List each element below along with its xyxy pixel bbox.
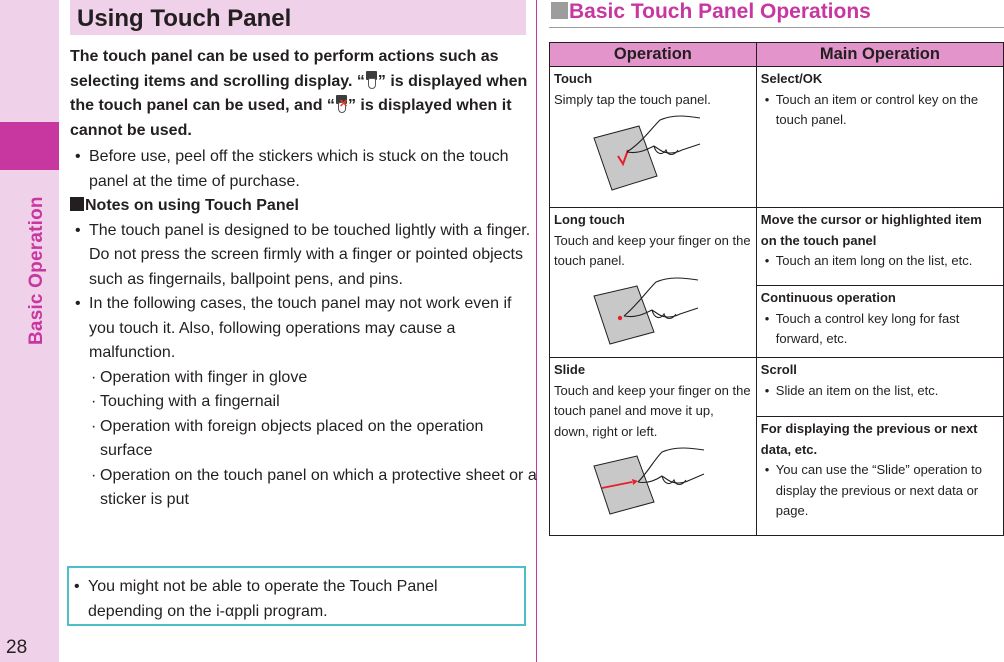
bullet-peel-stickers: • Before use, peel off the stickers which is stuck on the touch panel at the time of purchase. xyxy=(70,145,540,194)
touch-panel-disabled-icon: ✕ xyxy=(335,95,348,114)
page-title: Using Touch Panel xyxy=(77,5,292,32)
operation-description: Simply tap the touch panel. xyxy=(554,91,711,107)
section-rule xyxy=(549,27,1004,28)
intro-text-3: ” is displayed when it cannot be used. xyxy=(70,97,512,139)
main-operation-bullet: • Touch an item long on the list, etc. xyxy=(761,251,999,272)
note-iappli: • You might not be able to operate the Touch Panel depending on the i-αppli program. xyxy=(69,574,514,624)
main-operation-title: Continuous operation xyxy=(760,290,896,305)
main-operation-bullet: • Slide an item on the list, etc. xyxy=(761,381,999,402)
main-operation-bullet: • Touch a control key long for fast forward, etc. xyxy=(761,309,999,350)
main-operation-title: Move the cursor or highlighted item on the touch panel xyxy=(760,212,982,248)
bullet-touch-lightly: • The touch panel is designed to be touched lightly with a finger. Do not press the screen firmly with a finger or pointed objects such as fingernails, ballpoint pens, and pins. xyxy=(70,219,540,293)
main-operation-cell xyxy=(756,286,1003,358)
main-operation-bullet: • You can use the “Slide” operation to display the previous or next data or page. xyxy=(761,460,999,522)
operations-table xyxy=(549,42,1004,536)
section-heading-text: Basic Touch Panel Operations xyxy=(569,0,871,23)
table-header-row xyxy=(550,43,1004,67)
table-row xyxy=(550,67,1004,208)
intro-text-1: The touch panel can be used to perform actions such as selecting items and scrolling display. “ xyxy=(70,48,499,90)
operation-cell xyxy=(550,208,757,358)
operation-description: Touch and keep your finger on the touch panel and move it up, down, right or left. xyxy=(554,382,751,439)
chapter-tab-marker xyxy=(0,122,59,170)
main-operation-title: Select/OK xyxy=(760,71,823,86)
operation-cell xyxy=(550,67,757,208)
table-row xyxy=(550,208,1004,286)
square-marker-icon xyxy=(551,2,568,19)
intro-paragraph xyxy=(70,45,530,143)
main-operation-title: For displaying the previous or next data, etc. xyxy=(760,421,978,457)
notes-heading xyxy=(70,194,540,219)
long-touch-gesture-illustration xyxy=(582,276,712,348)
note-box xyxy=(67,566,526,626)
column-header-operation: Operation xyxy=(550,43,757,67)
table-row xyxy=(550,358,1004,417)
case-item: · Touching with a fingernail xyxy=(70,390,540,415)
notes-heading-text: Notes on using Touch Panel xyxy=(85,197,299,214)
case-item: · Operation on the touch panel on which a protective sheet or a sticker is put xyxy=(70,464,540,513)
main-operation-cell xyxy=(756,67,1003,208)
column-header-main-operation: Main Operation xyxy=(756,43,1003,67)
operation-description: Touch and keep your finger on the touch panel. xyxy=(554,232,751,268)
main-operation-cell xyxy=(756,208,1003,286)
main-operation-cell xyxy=(756,417,1003,536)
main-operation-bullet: • Touch an item or control key on the touch panel. xyxy=(761,90,999,131)
case-item: · Operation with foreign objects placed on the operation surface xyxy=(70,415,540,464)
case-item: · Operation with finger in glove xyxy=(70,366,540,391)
intro-text-2: ” is displayed when the touch panel can be used, and “ xyxy=(70,72,528,114)
operation-name: Touch xyxy=(554,71,593,86)
main-operation-title: Scroll xyxy=(760,362,797,377)
slide-gesture-illustration xyxy=(582,446,712,518)
touch-panel-enabled-icon xyxy=(365,71,378,90)
section-heading xyxy=(551,0,871,24)
page-number: 28 xyxy=(6,637,28,658)
bullet-may-not-work: • In the following cases, the touch panel may not work even if you touch it. Also, following operations may cause a malfunction. xyxy=(70,292,540,366)
operation-cell xyxy=(550,358,757,536)
chapter-label: Basic Operation xyxy=(26,196,47,345)
notes-body xyxy=(70,145,540,513)
tap-gesture-illustration xyxy=(582,114,712,196)
operation-name: Slide xyxy=(554,362,586,377)
square-marker-icon xyxy=(70,197,84,211)
main-operation-cell xyxy=(756,358,1003,417)
operation-name: Long touch xyxy=(554,212,625,227)
